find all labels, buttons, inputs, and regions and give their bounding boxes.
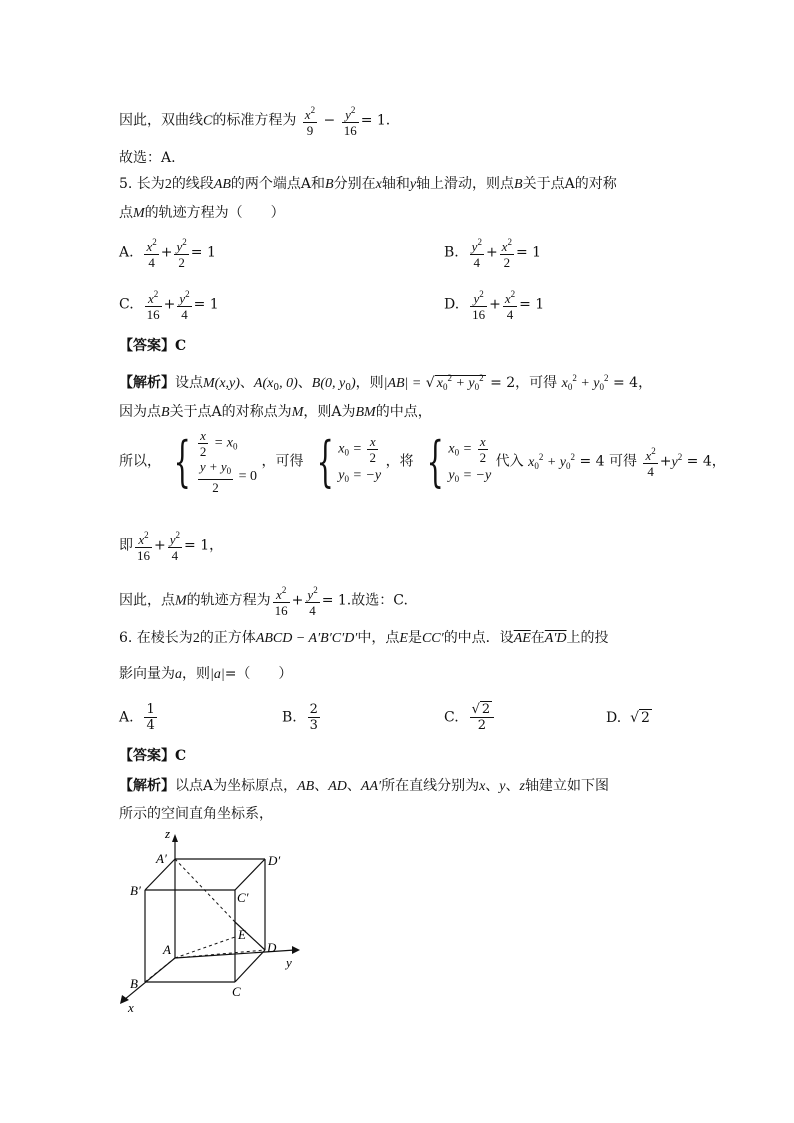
t: = 1 (190, 244, 216, 261)
system-1: $\frac{x}{2}$ = $x_0$ $\frac{y + y_0}{2}$ = 0 (199, 428, 258, 495)
t: = 1 (184, 537, 210, 554)
t: 的两个端点A和 (230, 176, 326, 192)
q6-stem-line1 (119, 628, 609, 649)
t: ABCD − A′B′C′D′ (255, 631, 358, 646)
t: = 4 (579, 453, 605, 470)
t: 分别在 (333, 176, 376, 192)
t: 、 (239, 375, 254, 391)
t: 在 (530, 630, 545, 646)
line-choose-a: 故选：A. (119, 150, 176, 166)
t: M (291, 405, 304, 420)
q5-stem-line1 (119, 174, 617, 195)
t: M(x,y) (203, 376, 240, 391)
label-C: C (232, 984, 241, 999)
t: 的正方体 (199, 630, 256, 646)
t: a (175, 667, 182, 682)
t: B (161, 405, 170, 420)
t: 、 (505, 778, 520, 794)
t: 6. 在棱长为 (119, 630, 193, 646)
t: 轴建立如下图 (524, 778, 609, 794)
t: 关于点A的对称 (522, 176, 617, 192)
t: ，则A为 (303, 404, 356, 420)
var-C: C (203, 113, 213, 129)
t: , 0) (279, 376, 298, 391)
t: ，可得 (261, 453, 304, 470)
t: y (499, 779, 506, 794)
t: 中，点 (357, 630, 400, 646)
label-A: A (163, 942, 171, 957)
t: AB (297, 779, 315, 794)
t: 影向量为 (119, 666, 175, 682)
t: 、 (485, 778, 500, 794)
z-arrow-icon (172, 834, 178, 842)
q6-answer: 【答案】C (119, 748, 187, 764)
t: AA′ (360, 779, 382, 794)
t: 所以， (119, 453, 161, 470)
t: ， (209, 537, 224, 554)
t: 轴上滑动，则点 (416, 176, 515, 192)
t: 因此，点 (119, 592, 175, 609)
t: = 1 (519, 296, 545, 313)
t: 可得 (609, 453, 638, 470)
q6-option-d[interactable]: D. √ 2 (606, 710, 650, 726)
t: |AB| = (383, 376, 422, 391)
q6-option-a[interactable]: A. $\frac{1}{4}$ (119, 702, 155, 733)
q6-stem-line2 (119, 664, 292, 685)
t: x (375, 177, 382, 192)
t: 、 (314, 778, 329, 794)
text: = 1. (360, 112, 391, 129)
t: 是 (407, 630, 422, 646)
t: 关于点A的对称点为 (169, 404, 292, 420)
system-2: $x_0$ = $\frac{x}{2}$ $y_0 = -y$ (338, 433, 382, 484)
t: ， (711, 453, 726, 470)
q6-solution-line2: 所示的空间直角坐标系， (119, 806, 273, 822)
t: =（ ） (224, 666, 293, 682)
opt-label: C. (444, 709, 459, 726)
t: 2 (164, 177, 172, 192)
t: E (399, 631, 408, 646)
system-3: $x_0$ = $\frac{x}{2}$ $y_0 = -y$ (448, 433, 492, 484)
q5-option-a[interactable]: A. $\frac{x^2}{4}$ + $\frac{y^2}{2}$ = 1 (119, 237, 216, 270)
t: 2 (192, 631, 200, 646)
q5-solution-line5: 因此，点M的轨迹方程为 $\frac{x^2}{16}$ + $\frac{y^2}{4}$ = 1.故选：C. (119, 585, 408, 618)
jiexi-label: 【解析】 (119, 375, 175, 391)
t: y (409, 177, 417, 192)
t: 上的投 (566, 630, 609, 646)
q6-option-c[interactable]: C. $\frac{√ 2}{2}$ (444, 702, 496, 733)
q5-option-c[interactable]: C. $\frac{x^2}{16}$ + $\frac{y^2}{4}$ = 1 (119, 289, 219, 322)
line-hyperbola-result: 因此，双曲线C的标准方程为 $\frac{x^2}{9}$ − $\frac{y^2}{16}$ = 1. (119, 105, 391, 138)
label-y: y (286, 955, 292, 970)
t: M (133, 206, 145, 221)
q5-solution-line2 (119, 402, 432, 423)
label-D: D (267, 940, 277, 955)
t: = 2 (490, 375, 516, 391)
t: B (325, 177, 334, 192)
t: 5. 长为 (119, 176, 165, 192)
frac-y2-16: $\frac{y^2}{16}$ (343, 105, 357, 138)
t: 代入 (495, 453, 524, 470)
t: ，则 (182, 666, 210, 682)
t: |a| (210, 667, 225, 682)
opt-label: D. (606, 710, 622, 726)
t: ， (638, 375, 653, 391)
t: 设点 (175, 375, 203, 391)
t: = 1 (193, 296, 219, 313)
label-B: B (130, 976, 138, 991)
t: 、 (346, 778, 361, 794)
frac-x2-9: $\frac{x^2}{9}$ (304, 105, 316, 138)
t: ) (350, 376, 356, 391)
t: AB (213, 177, 231, 192)
t: $\overline{AE}$ (513, 631, 531, 646)
label-A1: A′ (156, 851, 167, 866)
opt-label: B. (444, 244, 459, 261)
label-x: x (128, 1000, 134, 1012)
t: 的轨迹方程为 (186, 592, 271, 609)
opt-label: A. (119, 709, 134, 726)
q6-solution-line1 (119, 776, 609, 797)
t: ，可得 (515, 375, 558, 391)
q5-answer: 【答案】C (119, 338, 187, 354)
t: ，将 (385, 453, 414, 470)
label-B1: B′ (130, 883, 141, 898)
t: AD (328, 779, 347, 794)
t: A′D (544, 631, 567, 646)
t: M (175, 593, 187, 609)
t: 的线段 (171, 176, 214, 192)
opt-label: C. (119, 296, 134, 313)
opt-label: B. (282, 709, 297, 726)
text: 因此，双曲线 (119, 112, 203, 129)
q5-stem-line2 (119, 203, 285, 224)
label-D1: D′ (268, 853, 281, 868)
label-E: E (238, 927, 246, 942)
jiexi-label: 【解析】 (119, 778, 175, 794)
text: 的标准方程为 (212, 112, 297, 129)
t: ，则 (355, 375, 384, 391)
label-z: z (165, 826, 171, 841)
q5-option-d[interactable]: D. $\frac{y^2}{16}$ + $\frac{x^2}{4}$ = 1 (444, 289, 545, 322)
t: 的轨迹方程为（ ） (144, 205, 285, 221)
t: 的中点．设 (443, 630, 514, 646)
q5-option-b[interactable]: B. $\frac{y^2}{4}$ + $\frac{x^2}{2}$ = 1 (444, 237, 542, 270)
label-C1: C′ (237, 890, 249, 905)
opt-label: D. (444, 296, 460, 313)
t: 的中点， (375, 404, 432, 420)
q5-solution-line3: 所以， { $\frac{x}{2}$ = $x_0$ $\frac{y + y_0}{2}$ = 0 ，可得 { $x_0$ = $\frac{x}{2}$ $y_0 = -y$ ，将 { $x_0$ = $\frac{x}{2}$ $y_0 = -y$ 代入 $x_0^2 + y_0^2 = 4$ 可得 $\frac{x^2}{4}$ $+y^2 = 4$， (119, 428, 726, 495)
cube-figure (110, 822, 340, 1012)
t: B (514, 177, 523, 192)
t: 因为点 (119, 404, 161, 420)
t: CC′ (421, 631, 444, 646)
t: x (479, 779, 486, 794)
t: BM (355, 405, 376, 420)
t: = 4 (612, 375, 639, 391)
t: 以点A为坐标原点， (175, 778, 298, 794)
t: = 1 (515, 244, 542, 261)
t: 点 (119, 205, 133, 221)
opt-label: A. (119, 244, 134, 261)
t: 即 (119, 537, 133, 554)
q6-option-b[interactable]: B. $\frac{2}{3}$ (282, 702, 318, 733)
y-arrow-icon (292, 946, 300, 954)
t: 所在直线分别为 (381, 778, 480, 794)
t: B(0, y (311, 376, 346, 391)
t: = 4 (686, 453, 712, 470)
t: 轴和 (381, 176, 410, 192)
t: A(x (253, 376, 274, 391)
t: = 1.故选：C. (321, 592, 408, 609)
t: 、 (297, 375, 312, 391)
q5-solution-line1: 【解析】设点M(x,y)、$A(x_0$, 0)、B(0, $y_0$)，则|AB| = √ $x_0^2 + y_0^2 = 2$，可得 $x_0^2 + y_0^2 = 4$， (119, 373, 653, 393)
t: z (519, 779, 525, 794)
q5-solution-line4: 即 $\frac{x^2}{16}$ + $\frac{y^2}{4}$ = 1， (119, 530, 224, 563)
